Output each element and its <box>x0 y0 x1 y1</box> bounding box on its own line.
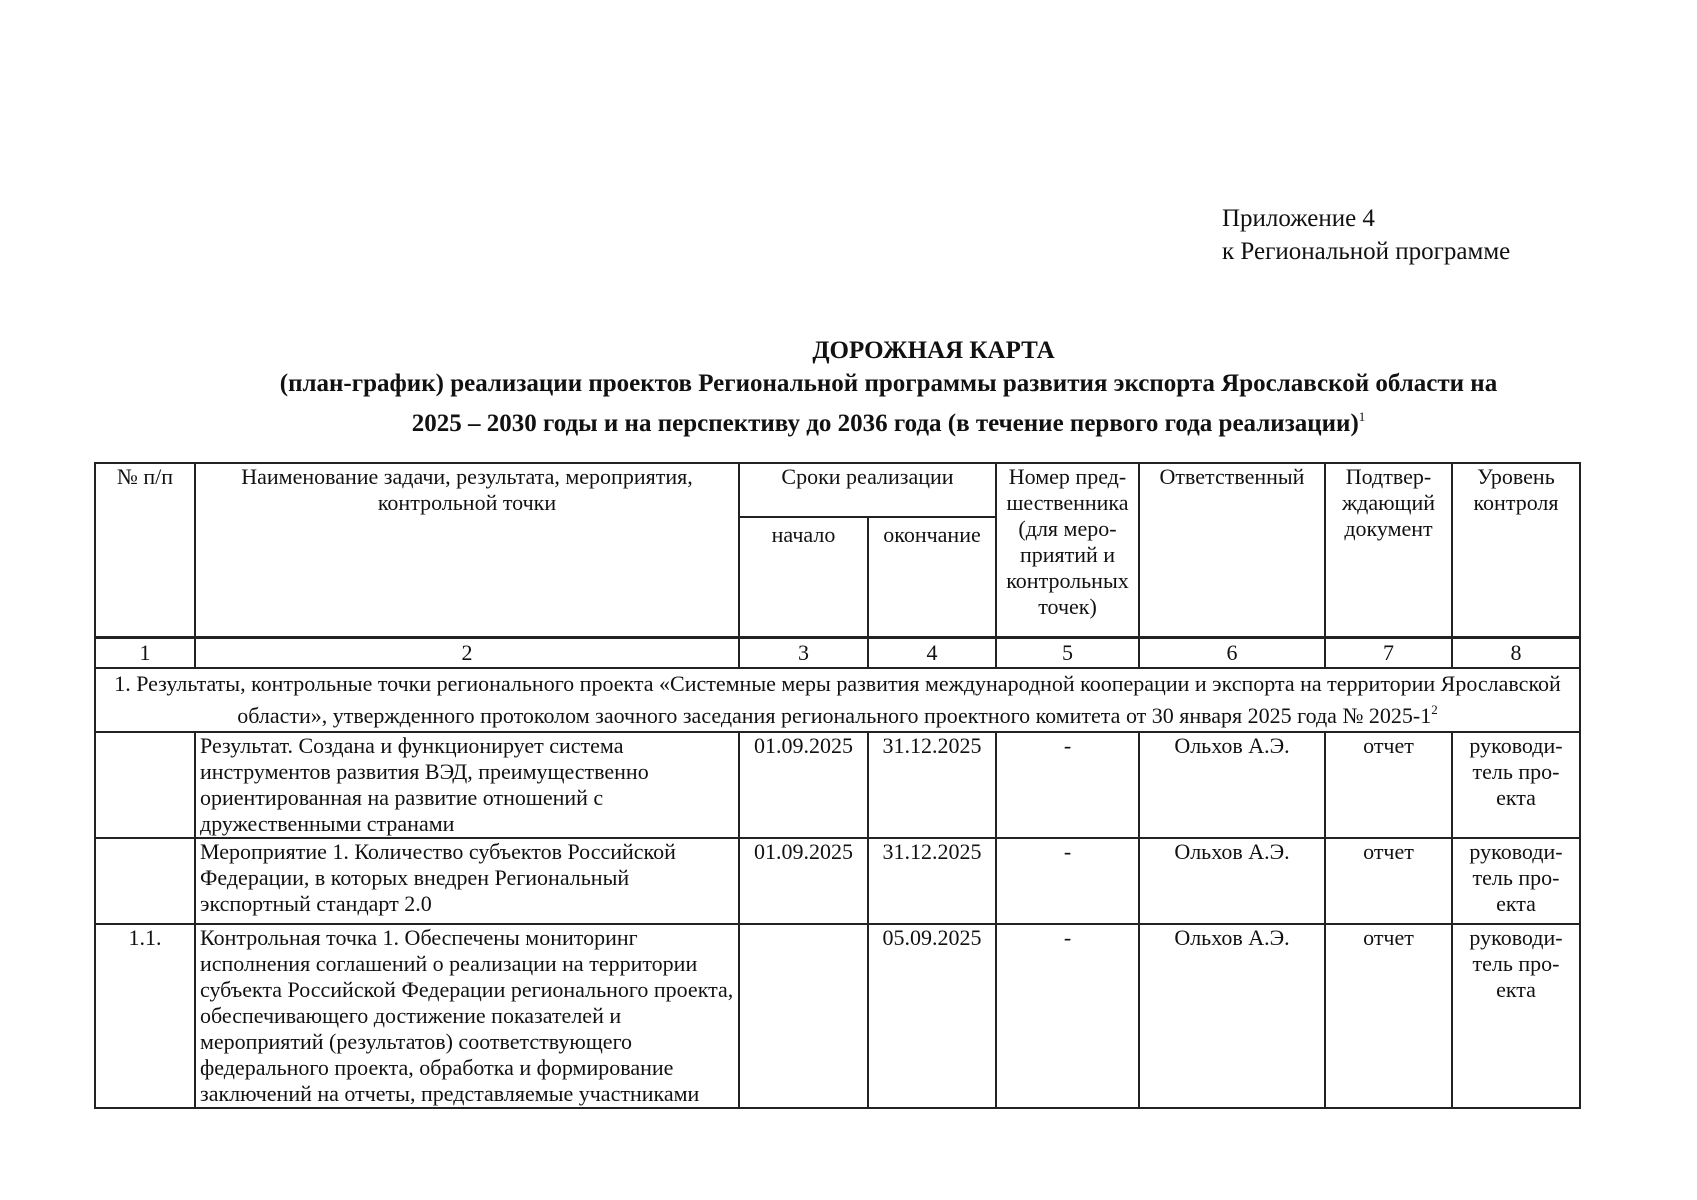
document-title <box>0 334 1697 440</box>
appendix-note <box>1222 202 1510 268</box>
row-end: 05.09.2025 <box>868 924 996 1108</box>
appendix-reference: к Региональной программе <box>1222 238 1511 265</box>
column-number: 8 <box>1452 638 1580 669</box>
title-sub-line2: 2025 – 2030 годы и на перспективу до 2036 года (в течение первого года реализации) <box>411 410 1359 437</box>
section-heading <box>95 668 1580 732</box>
section-row <box>95 668 1580 732</box>
row-predecessor: - <box>996 838 1139 924</box>
header-start: начало <box>739 517 868 638</box>
row-responsible: Ольхов А.Э. <box>1139 732 1325 838</box>
row-num: 1.1. <box>95 924 195 1108</box>
header-name: Наименование задачи, результата, мероприятия, контрольной точки <box>195 463 739 638</box>
row-start: 01.09.2025 <box>739 732 868 838</box>
column-number: 3 <box>739 638 868 669</box>
row-responsible: Ольхов А.Э. <box>1139 838 1325 924</box>
row-predecessor: - <box>996 732 1139 838</box>
row-document: отчет <box>1325 924 1452 1108</box>
section-text: 1. Результаты, контрольные точки регионального проекта «Системные меры развития международной кооперации и экспорта на территории Ярославской области», утвержденного протоколом заочного заседания регионального проектного комитета от 30 января 2025 года № 2025-1 <box>114 671 1561 728</box>
row-end: 31.12.2025 <box>868 838 996 924</box>
appendix-number: Приложение 4 <box>1222 205 1375 232</box>
row-start: 01.09.2025 <box>739 838 868 924</box>
row-name: Результат. Создана и функционирует система инструментов развития ВЭД, преимущественно ориентированная на развитие отношений с дружественными странами <box>195 732 739 838</box>
row-responsible: Ольхов А.Э. <box>1139 924 1325 1108</box>
row-document: отчет <box>1325 732 1452 838</box>
title-sub-line1: (план-график) реализации проектов Региональной программы развития экспорта Ярославской области на <box>279 370 1498 397</box>
table-row <box>95 924 1580 1108</box>
row-control: руководи-тель про-екта <box>1452 732 1580 838</box>
row-end: 31.12.2025 <box>868 732 996 838</box>
row-control: руководи-тель про-екта <box>1452 838 1580 924</box>
header-row <box>95 463 1580 517</box>
title-main: ДОРОЖНАЯ КАРТА <box>812 337 1055 364</box>
column-number: 6 <box>1139 638 1325 669</box>
roadmap-table <box>94 462 1581 1109</box>
row-name: Мероприятие 1. Количество субъектов Российской Федерации, в которых внедрен Региональный экспортный стандарт 2.0 <box>195 838 739 924</box>
header-responsible: Ответственный <box>1139 463 1325 638</box>
row-start <box>739 924 868 1108</box>
row-predecessor: - <box>996 924 1139 1108</box>
row-num <box>95 838 195 924</box>
column-number: 1 <box>95 638 195 669</box>
column-number: 4 <box>868 638 996 669</box>
header-timing: Сроки реализации <box>739 463 996 517</box>
row-control: руководи-тель про-екта <box>1452 924 1580 1108</box>
row-document: отчет <box>1325 838 1452 924</box>
column-number: 2 <box>195 638 739 669</box>
column-number: 5 <box>996 638 1139 669</box>
row-name: Контрольная точка 1. Обеспечены мониторинг исполнения соглашений о реализации на территории субъекта Российской Федерации регионального проекта, обеспечивающего достижение показателей и мероприятий (результатов) соответствующего федерального проекта, обработка и формирование заключений на отчеты, представляемые участниками <box>195 924 739 1108</box>
title-footnote-mark: 1 <box>1358 409 1366 424</box>
header-document: Подтвер-ждающий документ <box>1325 463 1452 638</box>
header-predecessor: Номер пред-шественника (для меро-приятий и контрольных точек) <box>996 463 1139 638</box>
table-row <box>95 732 1580 838</box>
header-num: № п/п <box>95 463 195 638</box>
header-control: Уровень контроля <box>1452 463 1580 638</box>
title-subtitle <box>80 367 1697 440</box>
header-end: окончание <box>868 517 996 638</box>
table-row <box>95 838 1580 924</box>
column-number: 7 <box>1325 638 1452 669</box>
column-number-row <box>95 638 1580 669</box>
row-num <box>95 732 195 838</box>
section-footnote-mark: 2 <box>1431 702 1438 717</box>
